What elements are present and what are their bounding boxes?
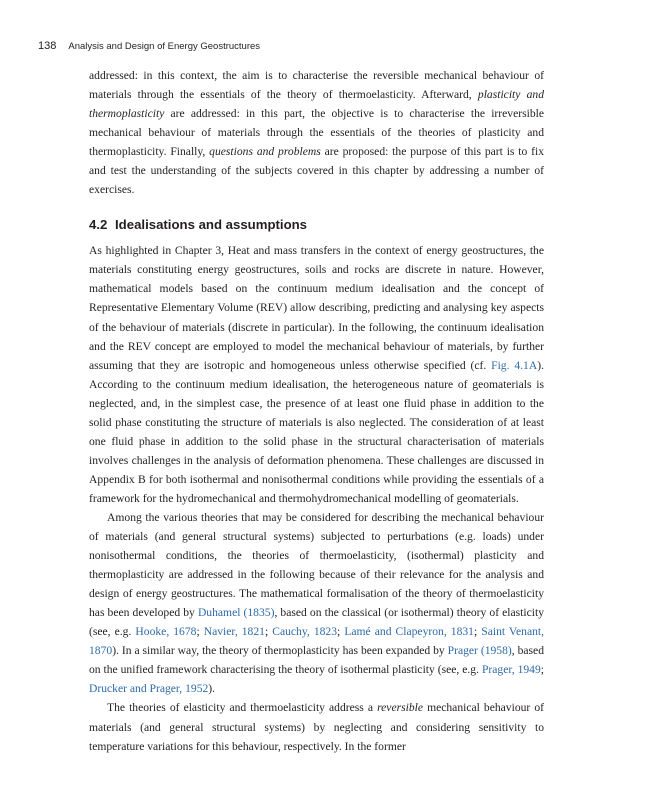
text-run: As highlighted in Chapter 3, Heat and mass transfers in the context of energy geostructures, the materials constituting energy geostructures, soils and rocks are discrete in nature. However, mathematical models based on the continuum medium idealisation and the concept of Representative Elementary Volume (REV) allow describing, predicting and analysing key aspects of the behaviour of materials (discrete in particular). In the following, the continuum idealisation and the REV concept are employed to model the mechanical behaviour of materials, by further assuming that they are isotropic and homogeneous unless otherwise specified (cf.: [89, 244, 544, 372]
emphasis: plasticity and thermoplasticity: [89, 88, 544, 121]
text-run: ).: [208, 682, 216, 696]
figure-link[interactable]: Fig. 4.1A: [491, 358, 538, 372]
citation-link[interactable]: Saint Venant, 1870: [89, 625, 545, 658]
intro-paragraph: [89, 66, 544, 199]
text-run: mechanical behaviour of materials (and general structural systems) by neglecting and considering sensitivity to temperature variations for this behaviour, respectively. In the former: [89, 701, 544, 753]
section-heading: [89, 217, 544, 232]
text-run: The theories of elasticity and thermoelasticity address a: [107, 701, 378, 715]
citation-link[interactable]: Cauchy, 1823: [272, 625, 338, 639]
text-run: ;: [196, 625, 204, 639]
text-run: Among the various theories that may be considered for describing the mechanical behaviour of materials (and general structural systems) subjected to perturbations (e.g. loads) under nonisothermal conditions, the theories of thermoelasticity, (isothermal) plasticity and thermoplasticity are addressed in the following because of their relevance for the analysis and design of energy geostructures. The mathematical formalisation of the theory of thermoelasticity has been developed by: [89, 510, 544, 620]
text-run: ). In a similar way, the theory of thermoplasticity has been expanded by: [112, 644, 448, 658]
text-run: ). According to the continuum medium idealisation, the heterogeneous nature of geomaterials is neglected, and, in the simplest case, the presence of at least one fluid phase in addition to the solid phase constituting the structure of materials is also neglected. The consideration of at least one fluid phase in addition to the solid phase in the structural characterisation of materials involves challenges in the analysis of deformation phenomena. These challenges are discussed in Appendix B for both isothermal and nonisothermal conditions while providing the essentials of a framework for the hydromechanical and thermohydromechanical modelling of geomaterials.: [89, 358, 544, 505]
running-header: [38, 40, 260, 52]
text-run: , based on the classical (or isothermal) theory of elasticity (see, e.g.: [89, 606, 545, 639]
running-title: Analysis and Design of Energy Geostructures: [68, 41, 261, 52]
citation-link[interactable]: Navier, 1821: [203, 625, 265, 639]
citation-link[interactable]: Drucker and Prager, 1952: [89, 682, 209, 696]
text-run: ;: [540, 663, 544, 677]
citation-link[interactable]: Lamé and Clapeyron, 1831: [344, 625, 474, 639]
text-run: ;: [473, 625, 482, 639]
body-text: [89, 66, 544, 756]
section-number: 4.2: [89, 217, 108, 233]
text-run: ;: [264, 625, 273, 639]
section-title: Idealisations and assumptions: [115, 217, 308, 233]
paragraph-elasticity: [89, 698, 544, 755]
citation-link[interactable]: Hooke, 1678: [135, 625, 197, 639]
paragraph-idealisations: [89, 241, 544, 508]
emphasis: questions and problems: [209, 145, 321, 159]
emphasis: reversible: [377, 701, 424, 715]
page-number: 138: [38, 40, 57, 52]
citation-link[interactable]: Prager, 1949: [481, 663, 541, 677]
text-run: , based on the unified framework characterising the theory of isothermal plasticity (see, e.g.: [89, 644, 544, 677]
text-run: ;: [337, 625, 345, 639]
paragraph-theories: [89, 508, 544, 698]
text-run: addressed: in this context, the aim is to characterise the reversible mechanical behaviour of materials through the essentials of the theory of thermoelasticity. Afterward,: [89, 69, 544, 102]
text-run: are proposed: the purpose of this part is to fix and test the understanding of the subjects covered in this chapter by addressing a number of exercises.: [89, 145, 545, 197]
citation-link[interactable]: Duhamel (1835): [197, 606, 275, 620]
citation-link[interactable]: Prager (1958): [447, 644, 512, 658]
text-run: are addressed: in this part, the objective is to characterise the irreversible mechanical behaviour of materials through the essentials of the theories of plasticity and thermoplasticity. Finally,: [89, 107, 544, 159]
